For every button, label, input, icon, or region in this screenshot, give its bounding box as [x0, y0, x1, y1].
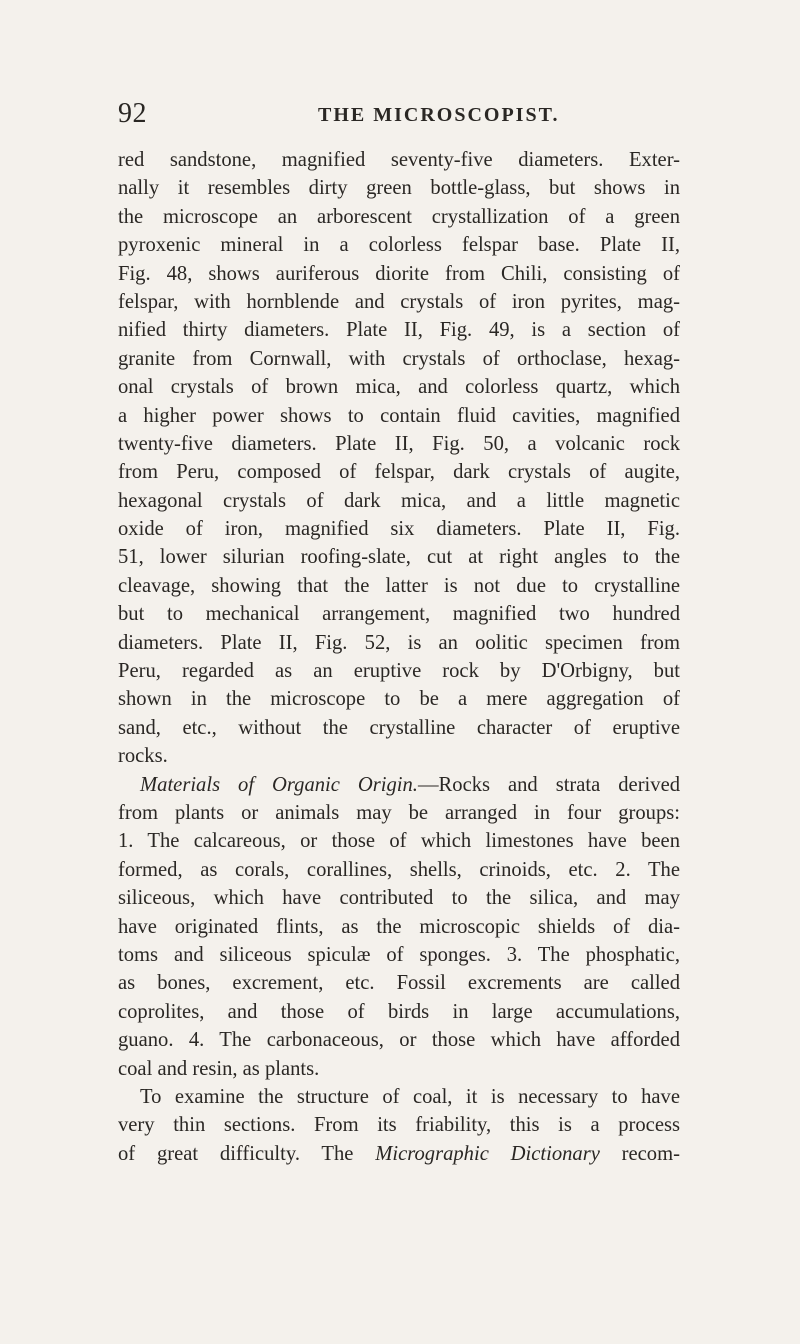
text-line: shown in the microscope to be a mere aggregation of: [118, 688, 680, 711]
text-line: oxide of iron, magnified six diameters. Plate II, Fig.: [118, 518, 680, 541]
text-line: from Peru, composed of felspar, dark crystals of augite,: [118, 461, 680, 484]
text-line: onal crystals of brown mica, and colorless quartz, which: [118, 376, 680, 399]
text-line: hexagonal crystals of dark mica, and a little magnetic: [118, 489, 680, 512]
text-line: Fig. 48, shows auriferous diorite from Chili, consisting of: [118, 262, 680, 285]
text-line: very thin sections. From its friability, this is a process: [118, 1114, 680, 1137]
text-run: —Rocks and strata derived: [417, 773, 681, 796]
text-line: 51, lower silurian roofing-slate, cut at right angles to the: [118, 546, 680, 569]
text-line: Peru, regarded as an eruptive rock by D'Orbigny, but: [118, 660, 680, 683]
text-line: a higher power shows to contain fluid cavities, magnified: [118, 404, 680, 427]
text-line: 1. The calcareous, or those of which limestones have been: [118, 830, 680, 853]
text-line: twenty-five diameters. Plate II, Fig. 50, a volcanic rock: [118, 432, 680, 455]
page-number: 92: [118, 98, 147, 129]
paragraph-1: [118, 146, 680, 771]
section-heading: Materials of Organic Origin.: [140, 773, 418, 796]
text-line: siliceous, which have contributed to the silica, and may: [118, 887, 680, 910]
text-line: formed, as corals, corallines, shells, crinoids, etc. 2. The: [118, 858, 680, 881]
text-line: granite from Cornwall, with crystals of orthoclase, hexag-: [118, 347, 680, 370]
paragraph-2: [118, 771, 680, 1083]
page-body: [118, 146, 680, 1168]
text-line: from plants or animals may be arranged in four groups:: [118, 801, 680, 824]
text-line: [118, 1140, 680, 1168]
text-line: nified thirty diameters. Plate II, Fig. 49, is a section of: [118, 319, 680, 342]
text-line: toms and siliceous spiculæ of sponges. 3. The phosphatic,: [118, 943, 680, 966]
text-run: of great difficulty. The: [118, 1142, 354, 1165]
text-line: cleavage, showing that the latter is not due to crystalline: [118, 574, 680, 597]
book-title: Micrographic Dictionary: [375, 1142, 600, 1165]
text-line: coprolites, and those of birds in large accumulations,: [118, 1000, 680, 1023]
text-run: recom-: [621, 1142, 680, 1165]
text-line: felspar, with hornblende and crystals of iron pyrites, mag-: [118, 290, 680, 313]
text-line: To examine the structure of coal, it is necessary to have: [140, 1085, 680, 1108]
running-head: THE MICROSCOPIST.: [318, 104, 560, 126]
text-line: have originated flints, as the microscopic shields of dia-: [118, 915, 680, 938]
text-line: as bones, excrement, etc. Fossil excrements are called: [118, 972, 680, 995]
text-line: sand, etc., without the crystalline character of eruptive: [118, 716, 680, 739]
text-line: guano. 4. The carbonaceous, or those which have afforded: [118, 1029, 680, 1052]
paragraph-3: [118, 1083, 680, 1168]
text-line: red sandstone, magnified seventy-five diameters. Exter-: [118, 149, 680, 171]
page-header: [118, 98, 678, 138]
text-line: coal and resin, as plants.: [118, 1057, 320, 1080]
text-line: the microscope an arborescent crystallization of a green: [118, 205, 680, 228]
text-line: but to mechanical arrangement, magnified two hundred: [118, 603, 680, 626]
text-line: [118, 771, 680, 799]
text-line: pyroxenic mineral in a colorless felspar base. Plate II,: [118, 234, 680, 257]
text-line: rocks.: [118, 745, 168, 768]
text-line: diameters. Plate II, Fig. 52, is an oolitic specimen from: [118, 631, 680, 654]
text-line: nally it resembles dirty green bottle-glass, but shows in: [118, 177, 680, 200]
